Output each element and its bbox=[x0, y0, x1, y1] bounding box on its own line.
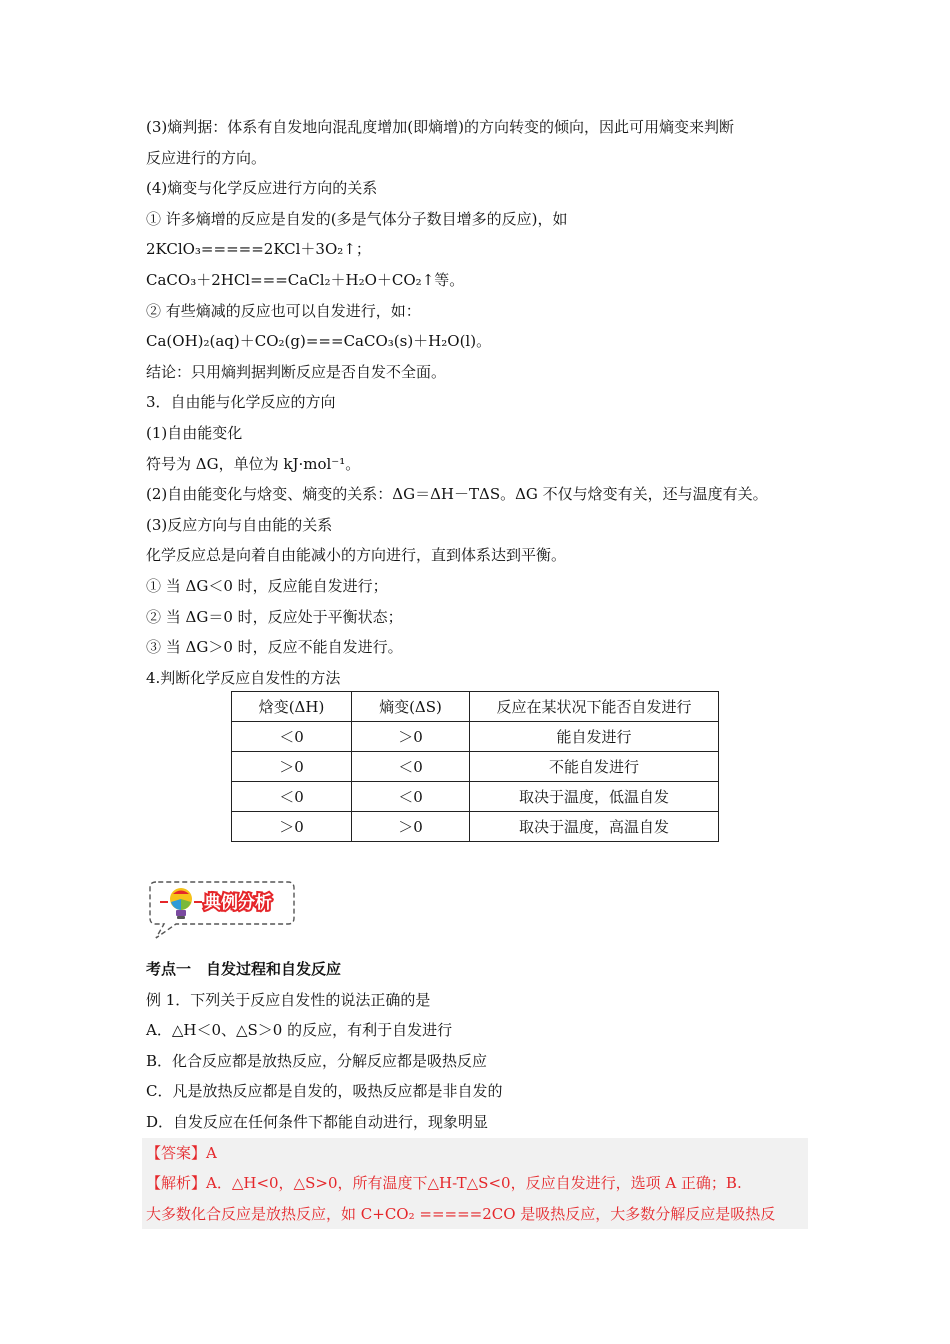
table-cell: ＜0 bbox=[232, 782, 352, 812]
text-line: (3)反应方向与自由能的关系 bbox=[146, 515, 333, 534]
option-d: D．自发反应在任何条件下都能自动进行，现象明显 bbox=[146, 1112, 489, 1131]
question-stem: 例 1．下列关于反应自发性的说法正确的是 bbox=[146, 990, 431, 1009]
option-c: C．凡是放热反应都是自发的，吸热反应都是非自发的 bbox=[146, 1082, 503, 1101]
text-line: (1)自由能变化 bbox=[146, 423, 243, 442]
spontaneity-table bbox=[231, 691, 719, 842]
table-row bbox=[232, 752, 719, 782]
text-line: 化学反应总是向着自由能减小的方向进行，直到体系达到平衡。 bbox=[146, 546, 567, 565]
answer-box bbox=[142, 1138, 808, 1230]
answer-line: 【答案】A bbox=[146, 1143, 217, 1162]
table-header: 熵变(ΔS) bbox=[352, 692, 470, 722]
table-cell: 不能自发进行 bbox=[470, 752, 719, 782]
table-cell: 取决于温度，低温自发 bbox=[470, 782, 719, 812]
table-cell: 取决于温度，高温自发 bbox=[470, 812, 719, 842]
notes-body bbox=[146, 112, 808, 693]
text-line: ① 当 ΔG＜0 时，反应能自发进行； bbox=[146, 576, 388, 595]
table-cell: ＞0 bbox=[352, 722, 470, 752]
table-header-row bbox=[232, 692, 719, 722]
equation-line: 2KClO₃=====2KCl＋3O₂↑； bbox=[146, 240, 371, 259]
table-cell: ＜0 bbox=[352, 752, 470, 782]
equation-line: CaCO₃＋2HCl===CaCl₂＋H₂O＋CO₂↑等。 bbox=[146, 270, 465, 289]
table-row bbox=[232, 722, 719, 752]
text-line: ② 有些熵减的反应也可以自发进行，如： bbox=[146, 301, 421, 320]
text-line: 结论：只用熵判据判断反应是否自发不全面。 bbox=[146, 362, 447, 381]
text-line: (4)熵变与化学反应进行方向的关系 bbox=[146, 179, 378, 198]
table-header: 焓变(ΔH) bbox=[232, 692, 352, 722]
text-line: ① 许多熵增的反应是自发的(多是气体分子数目增多的反应)，如 bbox=[146, 209, 568, 228]
analysis-line: 【解析】A．△H<0，△S>0，所有温度下△H-T△S<0，反应自发进行，选项 A 正确；B. bbox=[146, 1174, 742, 1193]
exam-point-heading: 考点一 自发过程和自发反应 bbox=[146, 960, 342, 978]
text-line: ② 当 ΔG＝0 时，反应处于平衡状态； bbox=[146, 607, 403, 626]
option-b: B．化合反应都是放热反应，分解反应都是吸热反应 bbox=[146, 1051, 488, 1070]
table-row bbox=[232, 812, 719, 842]
equation-line: Ca(OH)₂(aq)＋CO₂(g)===CaCO₃(s)＋H₂O(l)。 bbox=[146, 332, 492, 351]
table-cell: ＜0 bbox=[232, 722, 352, 752]
table-header: 反应在某状况下能否自发进行 bbox=[470, 692, 719, 722]
example-analysis-badge bbox=[146, 876, 298, 940]
text-line: (3)熵判据：体系有自发地向混乱度增加(即熵增)的方向转变的倾向，因此可用熵变来判断 bbox=[146, 118, 734, 136]
table-cell: 能自发进行 bbox=[470, 722, 719, 752]
table-cell: ＞0 bbox=[232, 752, 352, 782]
badge-label: 典例分析 bbox=[204, 893, 272, 913]
example-section bbox=[146, 954, 808, 1229]
text-line: 反应进行的方向。 bbox=[146, 148, 267, 167]
analysis-line: 大多数化合反应是放热反应，如 C+CO₂ =====2CO 是吸热反应，大多数分解反应是吸热反 bbox=[146, 1204, 776, 1223]
table-cell: ＞0 bbox=[352, 812, 470, 842]
text-line: (2)自由能变化与焓变、熵变的关系：ΔG＝ΔH－TΔS。ΔG 不仅与焓变有关，还与温度有关。 bbox=[146, 485, 768, 504]
section-heading: 4.判断化学反应自发性的方法 bbox=[146, 668, 341, 687]
text-line: 符号为 ΔG，单位为 kJ·mol⁻¹。 bbox=[146, 454, 361, 473]
text-line: ③ 当 ΔG＞0 时，反应不能自发进行。 bbox=[146, 638, 403, 657]
table-cell: ＜0 bbox=[352, 782, 470, 812]
section-heading: 3．自由能与化学反应的方向 bbox=[146, 393, 336, 412]
table-row bbox=[232, 782, 719, 812]
option-a: A．△H＜0、△S＞0 的反应，有利于自发进行 bbox=[146, 1021, 453, 1040]
table-cell: ＞0 bbox=[232, 812, 352, 842]
